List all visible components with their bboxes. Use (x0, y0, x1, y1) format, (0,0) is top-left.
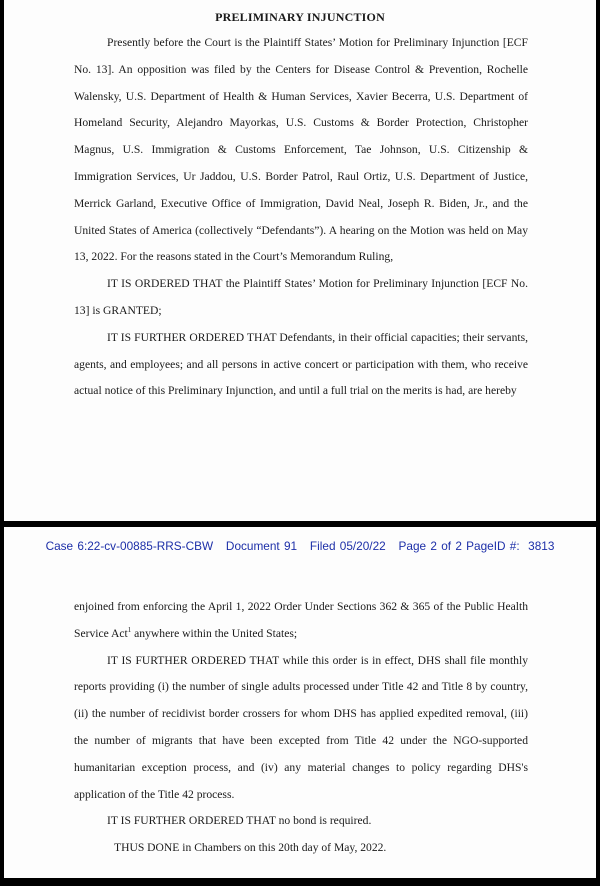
case-header: Case 6:22-cv-00885-RRS-CBW Document 91 Filed 05/20/22 Page 2 of 2 PageID #: 3813 (45, 539, 555, 553)
page-1-body (74, 30, 528, 405)
page-title: PRELIMINARY INJUNCTION (215, 10, 385, 24)
paragraph-enjoined (74, 594, 528, 648)
paragraph-thus-done: THUS DONE in Chambers on this 20th day of May, 2022. (114, 841, 387, 855)
footnote-marker: 1 (127, 625, 132, 634)
paragraph-order-granted: IT IS ORDERED THAT the Plaintiff States’ Motion for Preliminary Injunction [ECF No. 13] is GRANTED; (74, 277, 528, 317)
paragraph-motion-background: Presently before the Court is the Plaintiff States’ Motion for Preliminary Injunction [ECF No. 13]. An opposition was filed by the Centers for Disease Control & Prevention, Rochelle Walensky, U.S. Department of Health & Human Services, Xavier Becerra, U.S. Department of Homeland Security, Alejandro Mayorkas, U.S. Customs & Border Protection, Christopher Magnus, U.S. Immigration & Customs Enforcement, Tae Johnson, U.S. Citizenship & Immigration Services, Ur Jaddou, U.S. Border Patrol, Raul Ortiz, U.S. Department of Justice, Merrick Garland, Executive Office of Immigration, David Neal, Joseph R. Biden, Jr., and the United States of America (collectively “Defendants”). A hearing on the Motion was held on May 13, 2022. For the reasons stated in the Court’s Memorandum Ruling, (74, 36, 528, 264)
paragraph-no-bond: IT IS FURTHER ORDERED THAT no bond is required. (107, 814, 372, 828)
paragraph-monthly-reports: IT IS FURTHER ORDERED THAT while this order is in effect, DHS shall file monthly reports providing (i) the number of single adults processed under Title 42 and Title 8 by country, (ii) the number of recidivist border crossers for whom DHS has applied expedited removal, (iii) the number of migrants that have been excepted from Title 42 under the NGO-supported humanitarian exception process, and (iv) any material changes to policy regarding DHS's application of the Title 42 process. (74, 653, 528, 801)
enjoined-text: enjoined from enforcing the April 1, 2022 Order Under Sections 362 & 365 of the Public Health Service Act (74, 600, 528, 640)
document-page-2 (4, 527, 596, 878)
enjoined-text-end: anywhere within the United States; (131, 626, 298, 640)
page-2-body (74, 594, 528, 862)
document-page-1 (4, 0, 596, 521)
paragraph-further-order-defendants: IT IS FURTHER ORDERED THAT Defendants, in their official capacities; their servants, agents, and employees; and all persons in active concert or participation with them, who receive actual notice of this Preliminary Injunction, and until a full trial on the merits is had, are hereby (74, 330, 528, 398)
